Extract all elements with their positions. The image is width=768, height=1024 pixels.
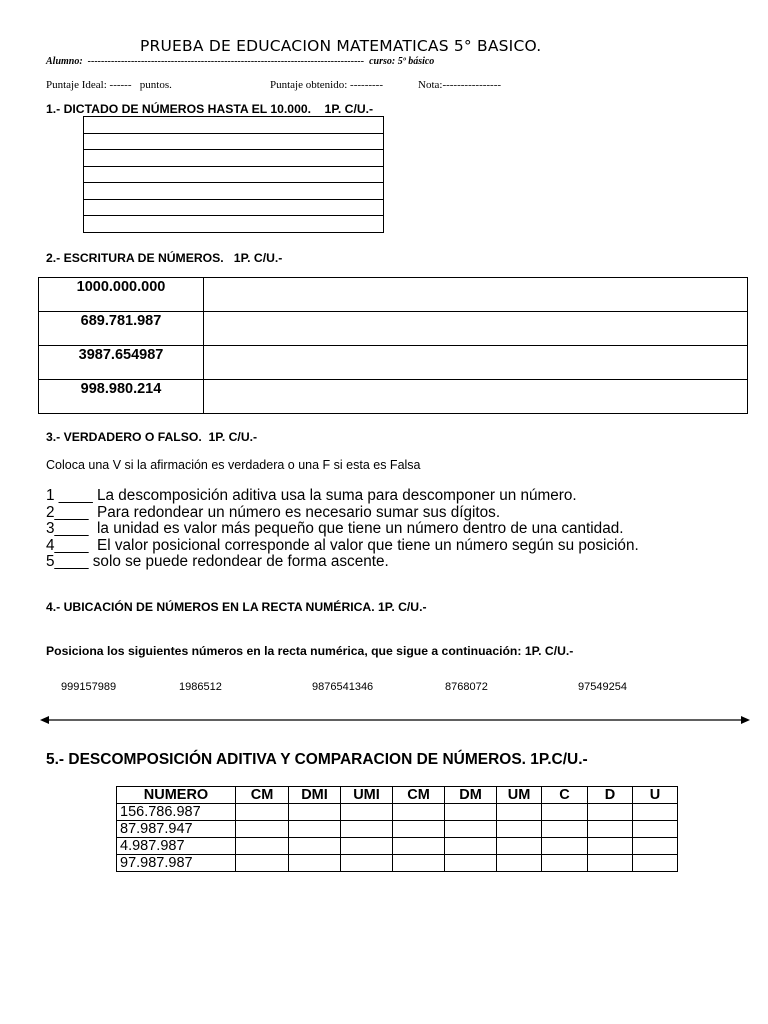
writing-answer-cell[interactable] xyxy=(204,346,748,380)
decomposition-cell[interactable] xyxy=(588,821,633,838)
writing-number: 1000.000.000 xyxy=(39,278,204,312)
decomposition-cell[interactable] xyxy=(633,804,678,821)
dictation-cell[interactable] xyxy=(84,183,384,200)
decomposition-cell[interactable] xyxy=(445,821,497,838)
ideal-score: Puntaje Ideal: ------ puntos. xyxy=(46,79,172,91)
section3-heading: 3.- VERDADERO O FALSO. 1P. C/U.- xyxy=(46,430,258,444)
column-header: DM xyxy=(445,787,497,804)
decomposition-cell[interactable] xyxy=(445,804,497,821)
column-header: NUMERO xyxy=(117,787,236,804)
dictation-cell[interactable] xyxy=(84,199,384,216)
decomposition-row xyxy=(117,804,678,821)
writing-number: 998.980.214 xyxy=(39,380,204,414)
number-to-place: 97549254 xyxy=(578,681,627,693)
writing-number: 3987.654987 xyxy=(39,346,204,380)
decomposition-cell[interactable] xyxy=(445,838,497,855)
dictation-row xyxy=(84,216,384,233)
section3-instruction: Coloca una V si la afirmación es verdadera o una F si esta es Falsa xyxy=(46,458,421,472)
decomposition-cell[interactable] xyxy=(497,821,542,838)
section4-instruction: Posiciona los siguientes números en la recta numérica, que sigue a continuación: 1P. C/U.- xyxy=(46,644,574,658)
writing-number: 689.781.987 xyxy=(39,312,204,346)
decomposition-cell[interactable] xyxy=(497,838,542,855)
dictation-cell[interactable] xyxy=(84,150,384,167)
grade: Nota:---------------- xyxy=(418,79,502,91)
decomposition-header-row xyxy=(117,787,678,804)
student-line: Alumno: ----------------------------------------------------------------------------------- curso: 5º básico xyxy=(46,56,435,67)
column-header: CM xyxy=(236,787,289,804)
dictation-table xyxy=(83,116,384,233)
decomposition-row xyxy=(117,838,678,855)
decomposition-table xyxy=(116,786,678,872)
decomposition-cell[interactable] xyxy=(393,855,445,872)
decomposition-cell[interactable] xyxy=(497,855,542,872)
decomposition-cell[interactable] xyxy=(393,821,445,838)
section1-heading: 1.- DICTADO DE NÚMEROS HASTA EL 10.000. 1P. C/U.- xyxy=(46,102,374,116)
true-false-list xyxy=(46,488,639,571)
page-title: PRUEBA DE EDUCACION MATEMATICAS 5° BASICO. xyxy=(140,37,542,55)
obtained-score: Puntaje obtenido: --------- xyxy=(270,79,384,91)
decomposition-cell[interactable] xyxy=(236,804,289,821)
left-arrow-icon xyxy=(40,716,49,724)
decomposition-cell[interactable] xyxy=(633,821,678,838)
decomposition-cell[interactable] xyxy=(341,855,393,872)
decomposition-cell[interactable] xyxy=(236,838,289,855)
true-false-item: 1 ____ La descomposición aditiva usa la suma para descomponer un número. xyxy=(46,487,577,504)
decomposition-cell[interactable] xyxy=(289,804,341,821)
decomposition-cell[interactable] xyxy=(393,838,445,855)
dictation-row xyxy=(84,183,384,200)
decomposition-number: 4.987.987 xyxy=(117,838,236,855)
decomposition-cell[interactable] xyxy=(445,855,497,872)
decomposition-cell[interactable] xyxy=(341,804,393,821)
section5-heading: 5.- DESCOMPOSICIÓN ADITIVA Y COMPARACION DE NÚMEROS. 1P.C/U.- xyxy=(46,751,588,768)
right-arrow-icon xyxy=(741,716,750,724)
number-line[interactable] xyxy=(40,712,750,728)
number-to-place: 1986512 xyxy=(179,681,222,693)
number-to-place: 999157989 xyxy=(61,681,117,693)
decomposition-cell[interactable] xyxy=(289,838,341,855)
true-false-item: 5____ solo se puede redondear de forma ascente. xyxy=(46,553,389,571)
decomposition-cell[interactable] xyxy=(236,855,289,872)
dictation-row xyxy=(84,199,384,216)
decomposition-cell[interactable] xyxy=(341,821,393,838)
decomposition-cell[interactable] xyxy=(588,838,633,855)
writing-answer-cell[interactable] xyxy=(204,312,748,346)
true-false-item: 4____ El valor posicional corresponde al valor que tiene un número según su posición. xyxy=(46,536,639,554)
decomposition-number: 97.987.987 xyxy=(117,855,236,872)
column-header: DMI xyxy=(289,787,341,804)
writing-row xyxy=(39,278,748,312)
writing-answer-cell[interactable] xyxy=(204,380,748,414)
dictation-cell[interactable] xyxy=(84,216,384,233)
writing-answer-cell[interactable] xyxy=(204,278,748,312)
number-list xyxy=(0,681,768,697)
decomposition-cell[interactable] xyxy=(393,804,445,821)
writing-row xyxy=(39,312,748,346)
dictation-row xyxy=(84,150,384,167)
decomposition-cell[interactable] xyxy=(633,855,678,872)
decomposition-cell[interactable] xyxy=(542,804,588,821)
dictation-cell[interactable] xyxy=(84,117,384,134)
decomposition-cell[interactable] xyxy=(542,855,588,872)
decomposition-row xyxy=(117,821,678,838)
decomposition-cell[interactable] xyxy=(542,838,588,855)
true-false-item: 2____ Para redondear un número es necesario sumar sus dígitos. xyxy=(46,503,501,521)
true-false-item: 3____ la unidad es valor más pequeño que tiene un número dentro de una cantidad. xyxy=(46,520,624,538)
section4-heading: 4.- UBICACIÓN DE NÚMEROS EN LA RECTA NUMÉRICA. 1P. C/U.- xyxy=(46,600,427,614)
column-header: CM xyxy=(393,787,445,804)
column-header: UM xyxy=(497,787,542,804)
dictation-row xyxy=(84,133,384,150)
decomposition-cell[interactable] xyxy=(236,821,289,838)
writing-row xyxy=(39,380,748,414)
column-header: UMI xyxy=(341,787,393,804)
dictation-cell[interactable] xyxy=(84,166,384,183)
number-to-place: 8768072 xyxy=(445,681,488,693)
dictation-row xyxy=(84,117,384,134)
section2-heading: 2.- ESCRITURA DE NÚMEROS. 1P. C/U.- xyxy=(46,251,283,265)
dictation-cell[interactable] xyxy=(84,133,384,150)
writing-table xyxy=(38,277,748,414)
writing-row xyxy=(39,346,748,380)
column-header: U xyxy=(633,787,678,804)
decomposition-cell[interactable] xyxy=(289,855,341,872)
dictation-row xyxy=(84,166,384,183)
column-header: D xyxy=(588,787,633,804)
column-header: C xyxy=(542,787,588,804)
decomposition-cell[interactable] xyxy=(588,804,633,821)
decomposition-cell[interactable] xyxy=(588,855,633,872)
decomposition-cell[interactable] xyxy=(289,821,341,838)
decomposition-cell[interactable] xyxy=(633,838,678,855)
decomposition-cell[interactable] xyxy=(497,804,542,821)
decomposition-number: 156.786.987 xyxy=(117,804,236,821)
number-to-place: 9876541346 xyxy=(312,681,374,693)
decomposition-cell[interactable] xyxy=(341,838,393,855)
decomposition-number: 87.987.947 xyxy=(117,821,236,838)
decomposition-row xyxy=(117,855,678,872)
decomposition-cell[interactable] xyxy=(542,821,588,838)
